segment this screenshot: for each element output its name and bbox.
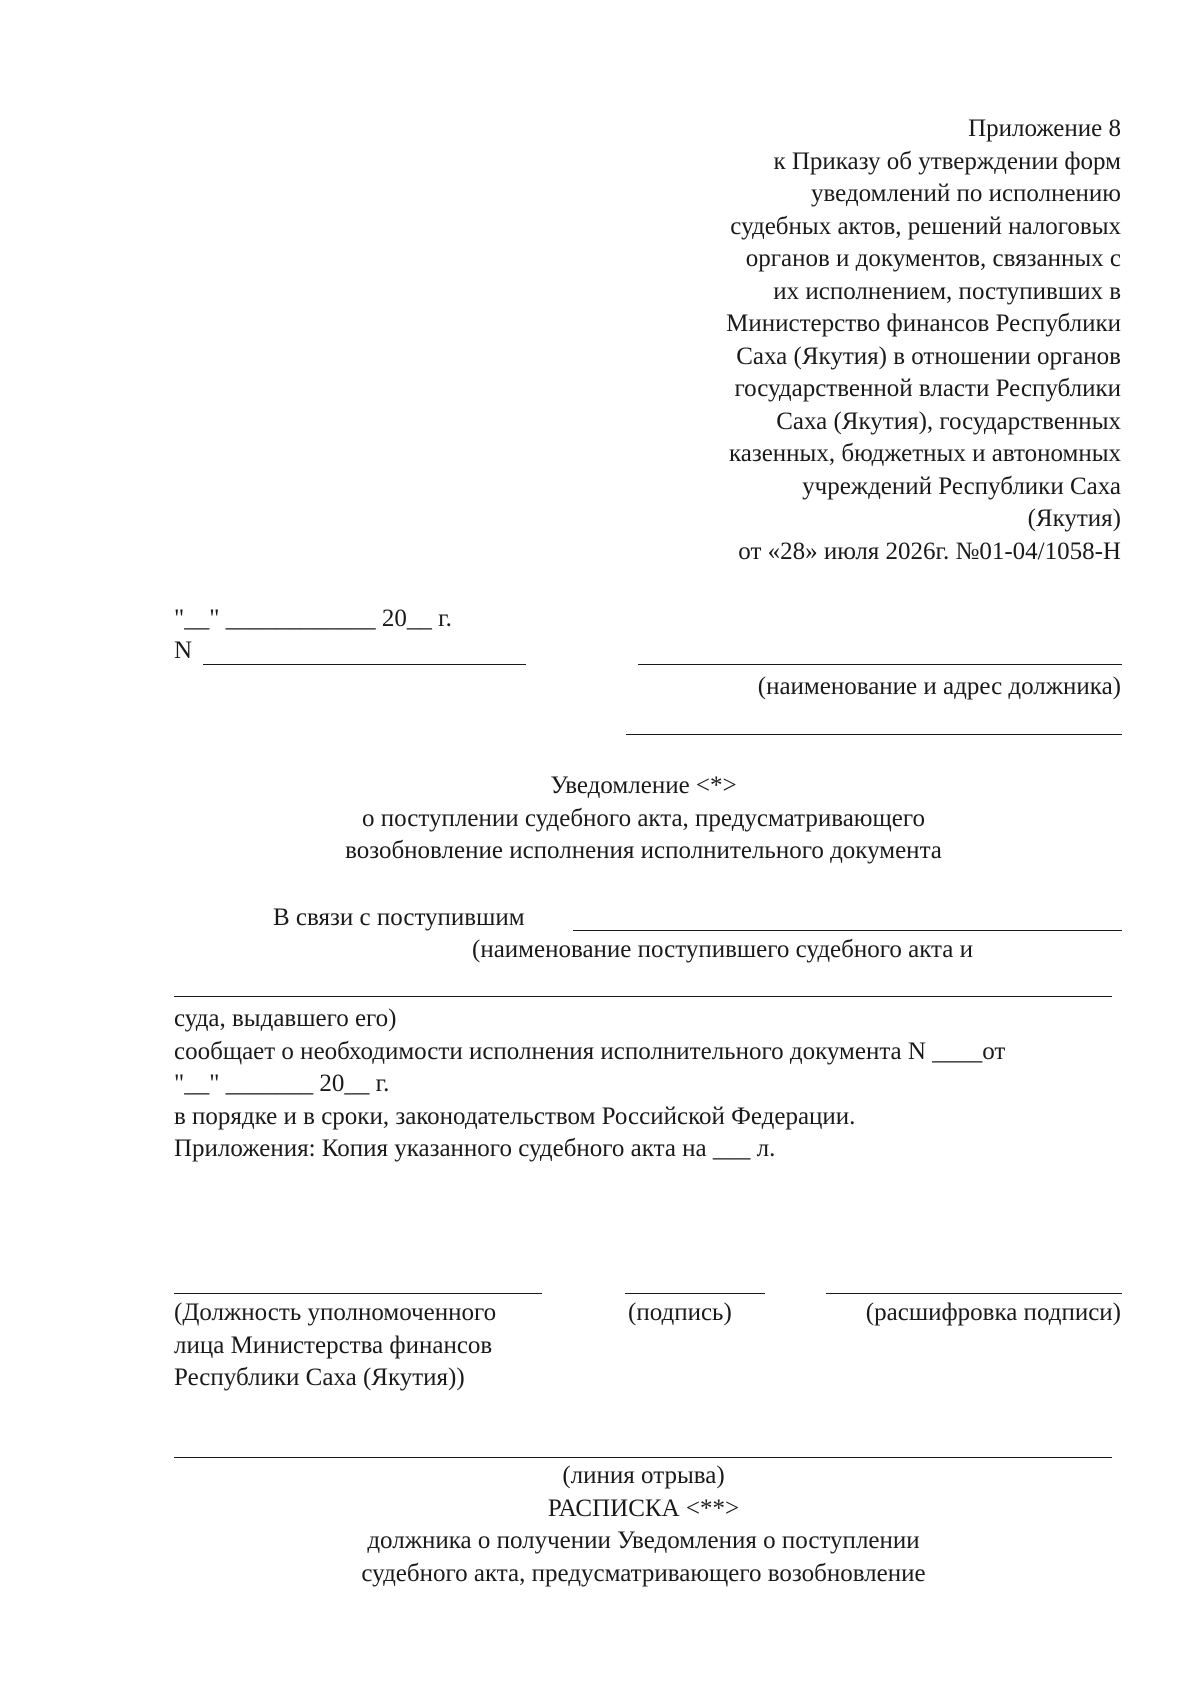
debtor-blank-line: [638, 664, 1122, 665]
body-line-date: "__" _______ 20__ г.: [174, 1070, 390, 1097]
signature-line: [625, 1293, 765, 1294]
receipt-block: [0, 1460, 1200, 1590]
appendix-line: органов и документов, связанных с: [745, 245, 1121, 272]
appendix-line: Саха (Якутия), государственных: [776, 407, 1121, 435]
receipt-title: РАСПИСКА <**>: [547, 1494, 740, 1522]
receipt-subtitle-line: судебного акта, предусматривающего возобновление: [361, 1559, 926, 1587]
appendix-line: к Приказу об утверждении форм: [773, 147, 1121, 175]
appendix-line: Саха (Якутия) в отношении органов: [736, 342, 1121, 370]
appendix-line: государственной власти Республики: [734, 375, 1121, 402]
position-caption-line: Республики Саха (Якутия)): [174, 1364, 465, 1391]
position-caption-line: лица Министерства финансов: [174, 1331, 493, 1359]
appendix-line: уведомлений по исполнению: [811, 180, 1121, 207]
court-blank-line: [174, 996, 1112, 997]
debtor-address-line: [626, 734, 1122, 735]
appendix-line: (Якутия): [1027, 505, 1121, 532]
notice-title: [0, 770, 1200, 868]
cut-line: [174, 1457, 1112, 1458]
appendix-line: судебных актов, решений налоговых: [730, 212, 1121, 240]
body-line-order: в порядке и в сроки, законодательством Российской Федерации.: [174, 1102, 856, 1130]
date-line: "__" ____________ 20__ г.: [174, 605, 452, 632]
appendix-line: казенных, бюджетных и автономных: [728, 440, 1121, 467]
debtor-caption: (наименование и адрес должника): [757, 673, 1121, 700]
position-signature-line: [174, 1293, 542, 1294]
body-text: [174, 1003, 1005, 1166]
signature-caption: (подпись): [628, 1299, 732, 1326]
number-blank-line: [203, 664, 526, 665]
appendix-line: учреждений Республики Саха: [802, 472, 1121, 500]
appendix-block: [726, 113, 1121, 568]
appendix-line: Приложение 8: [968, 115, 1121, 142]
act-blank-line: [573, 930, 1122, 931]
court-caption: суда, выдавшего его): [174, 1005, 397, 1032]
body-line-attachments: Приложения: Копия указанного судебного акта на ___ л.: [174, 1135, 776, 1162]
notice-title-line: Уведомление <*>: [550, 772, 737, 799]
appendix-date-line: от «28» июля 2026г. №01-04/1058-Н: [738, 537, 1121, 565]
notice-title-line: о поступлении судебного акта, предусматривающего: [362, 804, 925, 832]
number-label: N: [174, 637, 193, 664]
notice-title-line: возобновление исполнения исполнительного документа: [345, 837, 942, 864]
decoding-caption: (расшифровка подписи): [865, 1299, 1121, 1326]
cut-line-caption: (линия отрыва): [562, 1462, 725, 1489]
body-intro: В связи с поступившим: [273, 904, 525, 931]
appendix-line: их исполнением, поступивших в: [773, 277, 1121, 305]
receipt-subtitle-line: должника о получении Уведомления о поступлении: [367, 1527, 920, 1554]
position-caption: [174, 1297, 496, 1395]
decoding-signature-line: [826, 1293, 1122, 1294]
body-line-reports: сообщает о необходимости исполнения исполнительного документа N ____от: [174, 1037, 1006, 1065]
position-caption-line: (Должность уполномоченного: [174, 1299, 497, 1326]
appendix-line: Министерство финансов Республики: [726, 310, 1121, 337]
act-caption: (наименование поступившего судебного акта и: [472, 936, 973, 963]
